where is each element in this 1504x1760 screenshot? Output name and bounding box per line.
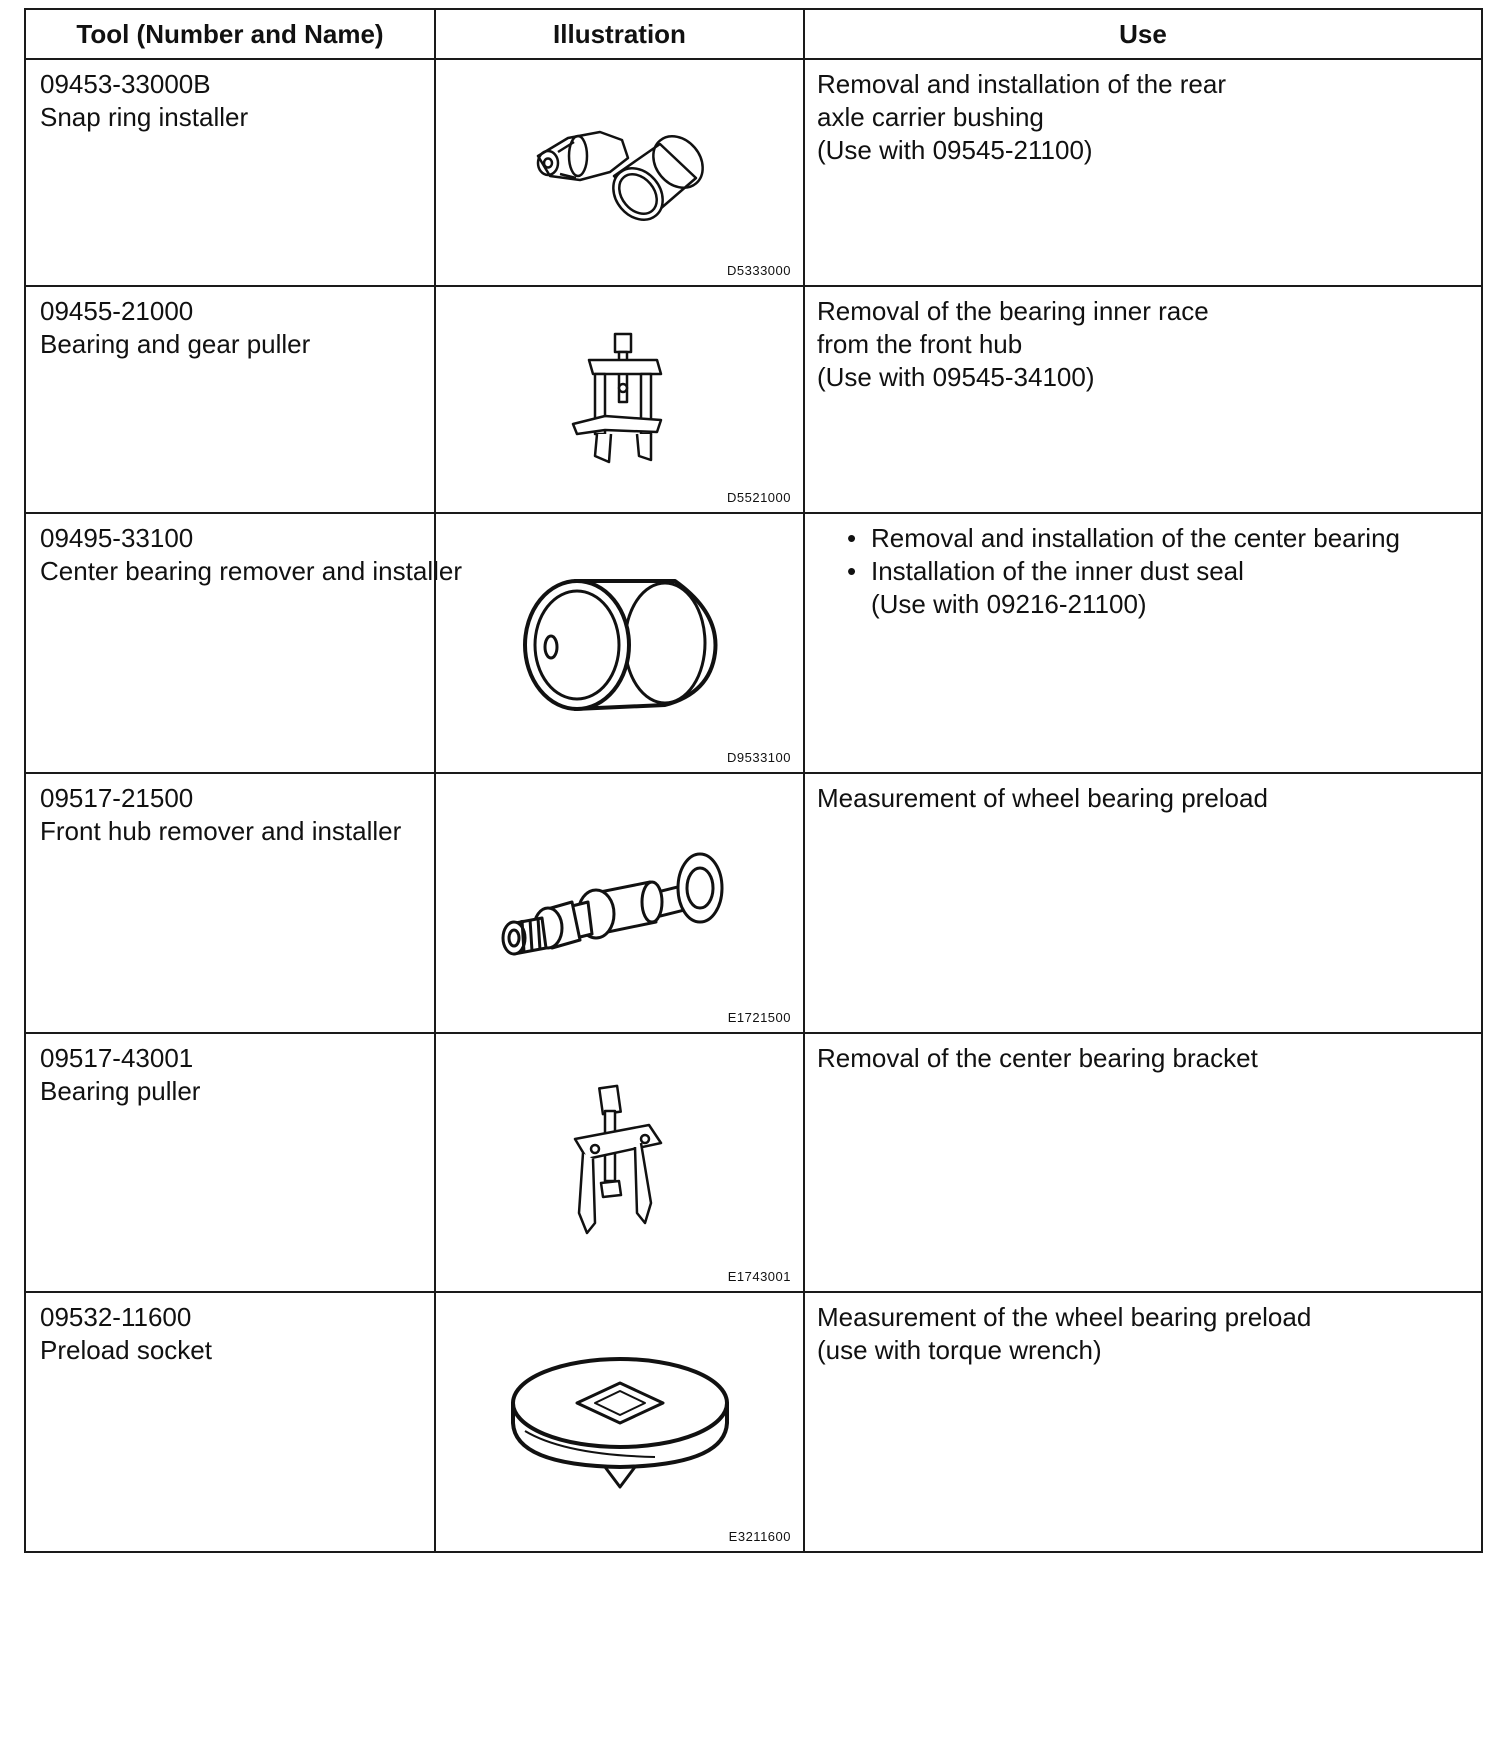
tool-number: 09453-33000B bbox=[40, 69, 211, 99]
front-hub-tool-icon bbox=[500, 848, 740, 958]
tool-cell bbox=[25, 1033, 435, 1292]
use-cell bbox=[804, 1033, 1482, 1292]
use-bullet: • Installation of the inner dust seal bbox=[847, 555, 1469, 588]
tool-name: Preload socket bbox=[40, 1335, 212, 1365]
illustration-code: E3211600 bbox=[728, 1529, 791, 1544]
illustration-code: D9533100 bbox=[727, 750, 791, 765]
tool-cell bbox=[25, 59, 435, 286]
tool-number: 09532-11600 bbox=[40, 1302, 192, 1332]
table-row bbox=[25, 513, 1482, 773]
tool-name: Front hub remover and installer bbox=[40, 816, 402, 846]
use-note: (Use with 09216-21100) bbox=[871, 589, 1147, 619]
table-row bbox=[25, 59, 1482, 286]
use-line: Measurement of the wheel bearing preload bbox=[817, 1302, 1312, 1332]
use-line: axle carrier bushing bbox=[817, 102, 1044, 132]
use-cell bbox=[804, 773, 1482, 1033]
illustration-code: E1721500 bbox=[727, 1010, 791, 1025]
use-cell bbox=[804, 1292, 1482, 1552]
illustration-code: D5333000 bbox=[727, 263, 791, 278]
tool-cell bbox=[25, 286, 435, 513]
use-line: Removal of the center bearing bracket bbox=[817, 1043, 1258, 1073]
header-tool: Tool (Number and Name) bbox=[25, 9, 435, 59]
illustration-cell bbox=[435, 1033, 804, 1292]
bearing-puller-icon bbox=[565, 1083, 675, 1243]
header-use: Use bbox=[804, 9, 1482, 59]
illustration-cell bbox=[435, 286, 804, 513]
tool-cell bbox=[25, 513, 462, 773]
use-line: (Use with 09545-34100) bbox=[817, 362, 1095, 392]
table-row bbox=[25, 286, 1482, 513]
bearing-gear-puller-icon bbox=[565, 330, 675, 470]
illustration-cell bbox=[435, 513, 804, 773]
tool-cell bbox=[25, 773, 435, 1033]
illustration-cell bbox=[435, 1292, 804, 1552]
use-line: (use with torque wrench) bbox=[817, 1335, 1102, 1365]
tool-name: Bearing puller bbox=[40, 1076, 201, 1106]
table-row bbox=[25, 773, 1482, 1033]
illustration-cell bbox=[435, 59, 804, 286]
use-cell bbox=[804, 59, 1482, 286]
snap-ring-installer-icon bbox=[530, 118, 710, 228]
use-cell bbox=[804, 513, 1482, 773]
illustration-code: E1743001 bbox=[727, 1269, 791, 1284]
illustration-code: D5521000 bbox=[727, 490, 791, 505]
preload-socket-icon bbox=[505, 1347, 735, 1497]
use-line: Removal of the bearing inner race bbox=[817, 296, 1209, 326]
header-illustration: Illustration bbox=[435, 9, 804, 59]
tool-name: Center bearing remover and installer bbox=[40, 556, 462, 586]
center-bearing-tool-icon bbox=[515, 573, 725, 713]
tool-number: 09495-33100 bbox=[40, 523, 194, 553]
use-line: from the front hub bbox=[817, 329, 1023, 359]
tool-number: 09517-43001 bbox=[40, 1043, 194, 1073]
use-cell bbox=[804, 286, 1482, 513]
table-row bbox=[25, 1292, 1482, 1552]
use-line: (Use with 09545-21100) bbox=[817, 135, 1093, 165]
use-bullet-list bbox=[817, 522, 1469, 588]
tool-cell bbox=[25, 1292, 435, 1552]
illustration-cell bbox=[435, 773, 804, 1033]
tool-number: 09455-21000 bbox=[40, 296, 194, 326]
use-line: Removal and installation of the rear bbox=[817, 69, 1227, 99]
table-row bbox=[25, 1033, 1482, 1292]
tool-name: Bearing and gear puller bbox=[40, 329, 311, 359]
use-line: Measurement of wheel bearing preload bbox=[817, 783, 1268, 813]
tool-name: Snap ring installer bbox=[40, 102, 249, 132]
use-bullet: • Removal and installation of the center bearing bbox=[847, 522, 1469, 555]
tool-number: 09517-21500 bbox=[40, 783, 194, 813]
special-tools-table bbox=[24, 8, 1483, 1553]
table-header-row bbox=[25, 9, 1482, 59]
